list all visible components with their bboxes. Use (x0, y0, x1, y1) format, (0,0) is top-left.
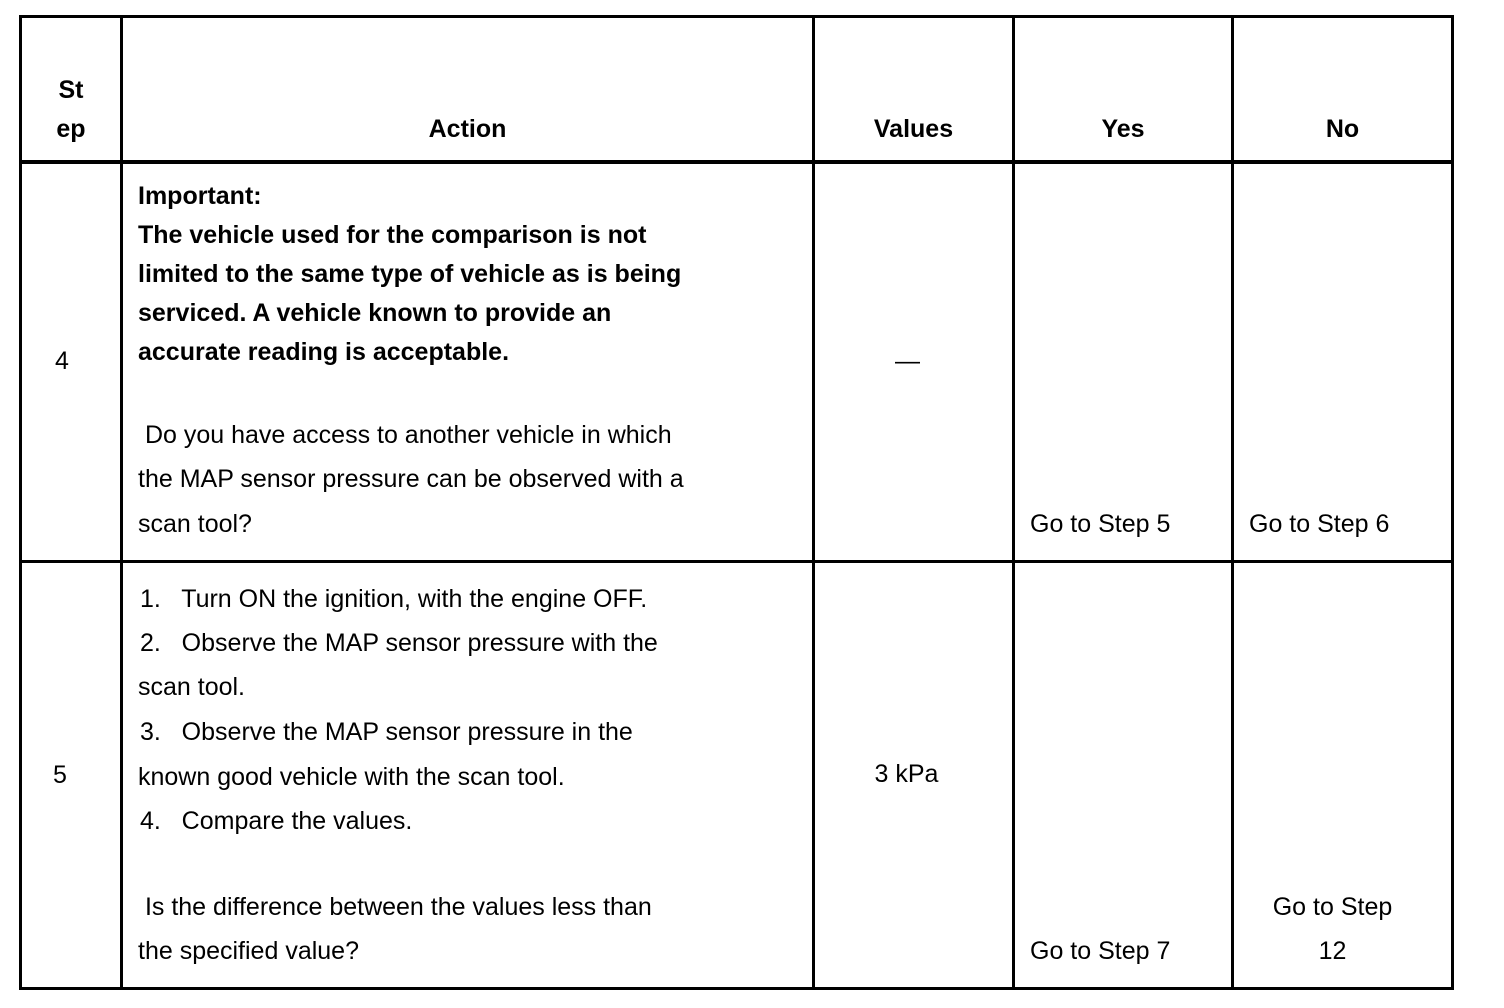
important-line-3: serviced. A vehicle known to provide an (138, 299, 612, 327)
important-line-2: limited to the same type of vehicle as is being (138, 260, 682, 288)
yes-step-4: Go to Step 5 (1030, 510, 1171, 538)
list-item-4: 4. Compare the values. (140, 807, 413, 835)
step-number-5: 5 (53, 761, 67, 789)
header-action: Action (428, 115, 507, 143)
no-step-4: Go to Step 6 (1249, 510, 1390, 538)
header-step-line2: ep (56, 115, 86, 143)
list-item-2: 2. Observe the MAP sensor pressure with the (140, 629, 658, 657)
header-divider (19, 160, 1454, 164)
question-step-5-line-2: the specified value? (138, 937, 359, 965)
header-step-line1: St (58, 76, 84, 104)
header-yes: Yes (1101, 115, 1145, 143)
header-values: Values (873, 115, 954, 143)
important-line-1: The vehicle used for the comparison is not (138, 221, 647, 249)
header-no: No (1325, 115, 1360, 143)
value-step-4: — (895, 347, 920, 375)
yes-step-5: Go to Step 7 (1030, 937, 1171, 965)
value-step-5: 3 kPa (874, 760, 939, 788)
row-divider (19, 560, 1454, 563)
question-line-1: Do you have access to another vehicle in which (138, 421, 672, 449)
no-step-5-line-1: Go to Step (1272, 893, 1393, 921)
list-item-1: 1. Turn ON the ignition, with the engine OFF. (140, 585, 648, 613)
question-line-3: scan tool? (138, 510, 252, 538)
question-line-2: the MAP sensor pressure can be observed with a (138, 465, 684, 493)
step-number-4: 4 (55, 347, 69, 375)
list-item-3-continued: known good vehicle with the scan tool. (138, 763, 565, 791)
important-label: Important: (138, 182, 262, 210)
list-item-3: 3. Observe the MAP sensor pressure in the (140, 718, 633, 746)
no-step-5-line-2: 12 (1318, 937, 1347, 965)
list-item-2-continued: scan tool. (138, 673, 246, 701)
important-line-4: accurate reading is acceptable. (138, 338, 510, 366)
question-step-5-line-1: Is the difference between the values less than (138, 893, 652, 921)
